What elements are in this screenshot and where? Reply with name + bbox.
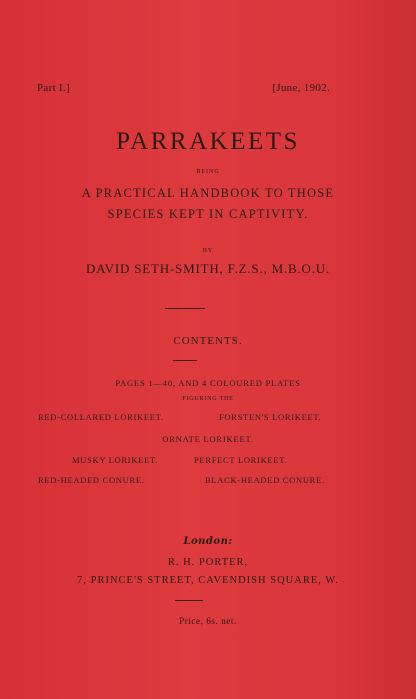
part-number: Part I.] xyxy=(37,82,70,94)
publisher-name: R. H. PORTER, xyxy=(167,557,249,568)
publisher-address: 7, PRINCE'S STREET, CAVENDISH SQUARE, W. xyxy=(77,575,339,586)
imprint-city: London: xyxy=(183,536,233,547)
plate-musky: MUSKY LORIKEET. xyxy=(72,455,159,465)
divider-rule xyxy=(165,308,205,309)
plate-perfect: PERFECT LORIKEET. xyxy=(194,455,288,465)
divider-rule xyxy=(173,360,197,361)
contents-heading: CONTENTS. xyxy=(173,335,243,347)
price-label: Price, 6s. net. xyxy=(179,616,237,626)
author-name: DAVID SETH-SMITH, F.Z.S., M.B.O.U. xyxy=(85,261,331,276)
by-label: BY xyxy=(202,248,214,254)
plate-ornate: ORNATE LORIKEET. xyxy=(162,434,254,444)
issue-date: [June, 1902. xyxy=(272,82,330,94)
divider-rule xyxy=(175,600,203,601)
book-title: PARRAKEETS xyxy=(116,128,300,155)
subtitle-line-2: SPECIES KEPT IN CAPTIVITY. xyxy=(107,207,309,221)
figuring-label: FIGURING THE xyxy=(182,396,234,402)
plate-forsten: FORSTEN'S LORIKEET. xyxy=(219,412,322,422)
plate-black-headed: BLACK-HEADED CONURE. xyxy=(205,475,325,485)
subtitle-line-1: A PRACTICAL HANDBOOK TO THOSE xyxy=(81,186,335,200)
plate-red-collared: RED-COLLARED LORIKEET. xyxy=(38,412,164,422)
being-label: BEING xyxy=(196,169,220,175)
pages-line: PAGES 1—40, AND 4 COLOURED PLATES xyxy=(115,378,301,388)
plate-red-headed: RED-HEADED CONURE. xyxy=(38,475,145,485)
